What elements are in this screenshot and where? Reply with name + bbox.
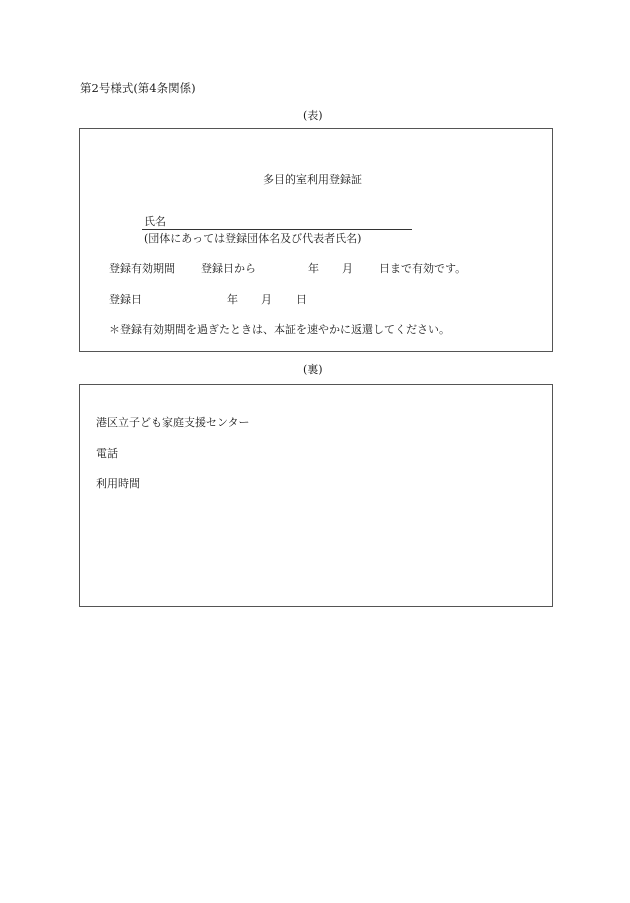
reg-month: 月 <box>261 293 272 306</box>
name-underline <box>142 229 412 230</box>
hours-label: 利用時間 <box>96 477 140 490</box>
name-note: (団体にあっては登録団体名及び代表者氏名) <box>144 232 362 245</box>
card-title: 多目的室利用登録証 <box>263 173 362 186</box>
form-number: 第2号様式(第4条関係) <box>80 81 196 95</box>
reg-day: 日 <box>296 293 307 306</box>
name-label: 氏名 <box>144 215 166 228</box>
validity-label: 登録有効期間 <box>109 262 175 275</box>
facility-name: 港区立子ども家庭支援センター <box>96 416 250 429</box>
front-side-label: (表) <box>303 109 323 122</box>
validity-from: 登録日から <box>201 262 256 275</box>
reg-date-label: 登録日 <box>109 293 142 306</box>
front-card <box>79 128 553 352</box>
back-side-label: (裏) <box>303 363 323 376</box>
validity-month: 月 <box>342 262 353 275</box>
back-card <box>79 384 553 607</box>
validity-until: 日まで有効です。 <box>379 262 467 275</box>
phone-label: 電話 <box>96 447 118 460</box>
return-notice: ＊登録有効期間を過ぎたときは、本証を速やかに返還してください。 <box>109 323 450 336</box>
validity-year: 年 <box>308 262 319 275</box>
reg-year: 年 <box>227 293 238 306</box>
